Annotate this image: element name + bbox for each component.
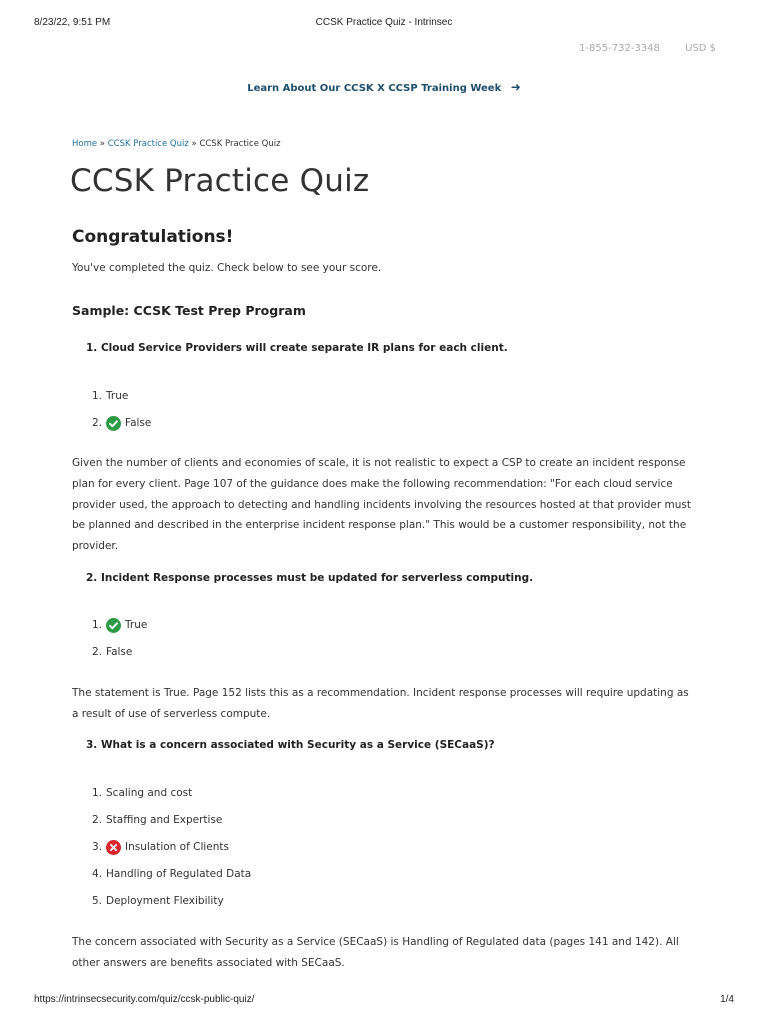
breadcrumb (72, 139, 281, 149)
promo-link[interactable] (0, 80, 768, 94)
answer-number: 2. (92, 417, 103, 429)
breadcrumb-parent[interactable]: CCSK Practice Quiz (107, 139, 189, 149)
answer-number: 1. (92, 619, 103, 631)
result-message: You've completed the quiz. Check below to see your score. (72, 262, 382, 274)
answer-number: 5. (92, 895, 103, 907)
currency-selector[interactable]: USD $ (685, 43, 716, 54)
check-circle-icon (106, 618, 121, 633)
quiz-name: Sample: CCSK Test Prep Program (72, 303, 306, 318)
question-text: 3. What is a concern associated with Security as a Service (SECaaS)? (86, 739, 495, 751)
breadcrumb-separator: » (188, 139, 200, 149)
breadcrumb-home[interactable]: Home (72, 139, 98, 149)
answer-list (92, 618, 147, 672)
phone-link[interactable]: 1-855-732-3348 (579, 43, 660, 54)
print-title: CCSK Practice Quiz - Intrinsec (315, 17, 453, 28)
answer-number: 2. (92, 814, 103, 826)
answer-list (92, 786, 251, 921)
answer-label: Scaling and cost (106, 787, 193, 799)
answer-item (92, 786, 251, 813)
answer-label: False (106, 646, 133, 658)
answer-list (92, 389, 151, 443)
answer-item (92, 894, 251, 921)
answer-item (92, 389, 151, 416)
answer-label: Staffing and Expertise (106, 814, 223, 826)
answer-label: Handling of Regulated Data (106, 868, 252, 880)
question-text: 2. Incident Response processes must be updated for serverless computing. (86, 572, 534, 584)
answer-item (92, 618, 147, 645)
print-datetime: 8/23/22, 9:51 PM (34, 17, 111, 28)
answer-item (92, 645, 147, 672)
answer-item (92, 416, 151, 443)
answer-label: Insulation of Clients (125, 841, 230, 853)
arrow-right-icon: ➜ (510, 80, 521, 94)
result-heading: Congratulations! (72, 227, 234, 247)
check-circle-icon (106, 416, 121, 431)
print-header (34, 17, 734, 31)
print-url: https://intrinsecsecurity.com/quiz/ccsk-public-quiz/ (34, 994, 255, 1005)
answer-item (92, 813, 251, 840)
page-title: CCSK Practice Quiz (70, 163, 370, 199)
promo-label: Learn About Our CCSK X CCSP Training Week (247, 83, 502, 94)
breadcrumb-separator: » (97, 139, 108, 149)
answer-explanation: Given the number of clients and economies of scale, it is not realistic to expect a CSP to create an incident response plan for every client. Page 107 of the guidance does make the following recommendation: "For each cloud service provider used, the approach to detecting and handling incidents involving the resources hosted at that provider must be planned and described in the enterprise incident response plan." This would be a customer responsibility, not the provider. (72, 457, 692, 553)
print-footer (34, 994, 734, 1008)
answer-item (92, 840, 251, 867)
answer-number: 1. (92, 787, 103, 799)
answer-number: 3. (92, 841, 103, 853)
answer-label: False (125, 417, 152, 429)
print-page-number: 1/4 (720, 994, 734, 1005)
answer-number: 2. (92, 646, 103, 658)
answer-explanation: The statement is True. Page 152 lists this as a recommendation. Incident response processes will require updating as a result of use of serverless compute. (72, 687, 689, 720)
question-text: 1. Cloud Service Providers will create separate IR plans for each client. (86, 342, 508, 354)
answer-number: 1. (92, 390, 103, 402)
answer-label: True (106, 390, 129, 402)
breadcrumb-current: CCSK Practice Quiz (199, 139, 281, 149)
answer-explanation: The concern associated with Security as a Service (SECaaS) is Handling of Regulated data (pages 141 and 142). All other answers are benefits associated with SECaaS. (72, 936, 679, 969)
answer-item (92, 867, 251, 894)
topbar (557, 43, 716, 54)
x-circle-icon (106, 840, 121, 855)
answer-label: True (125, 619, 148, 631)
answer-label: Deployment Flexibility (106, 895, 224, 907)
answer-number: 4. (92, 868, 103, 880)
